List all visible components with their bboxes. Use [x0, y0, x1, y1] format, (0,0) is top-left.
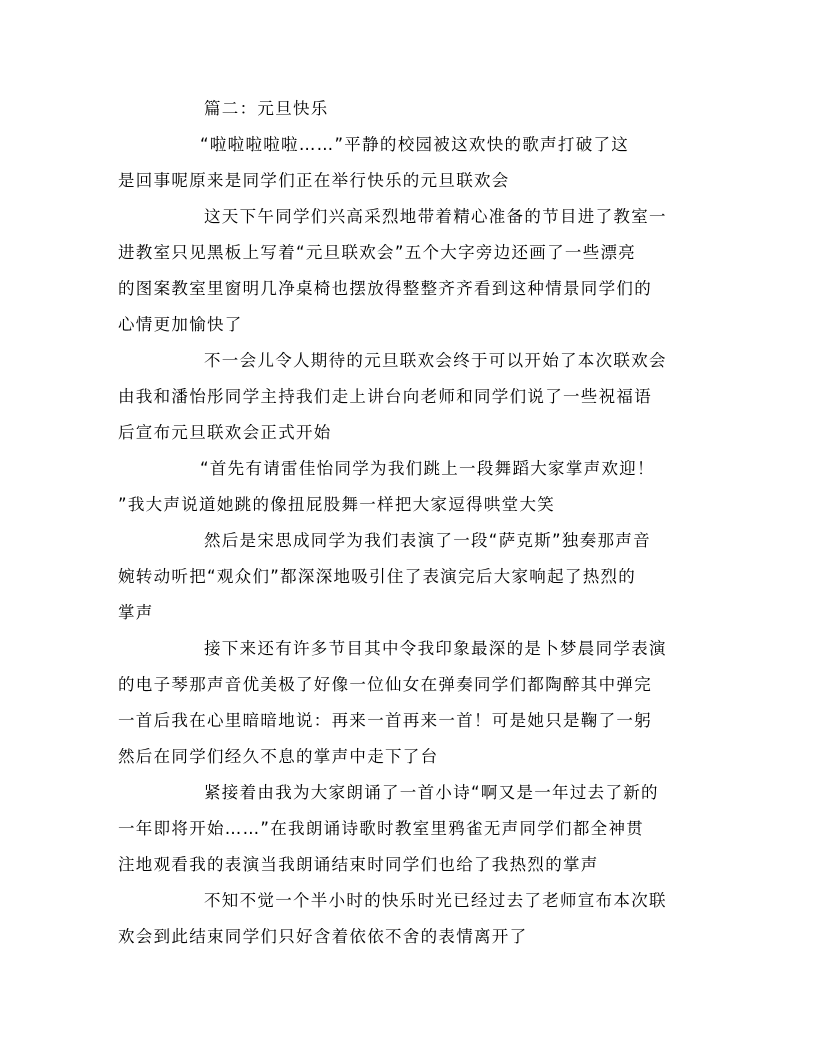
paragraph-line: 接下来还有许多节目其中令我印象最深的是卜梦晨同学表演: [204, 639, 667, 658]
paragraph-line: 后宣布元旦联欢会正式开始: [118, 423, 332, 442]
paragraph-line: “首先有请雷佳怡同学为我们跳上一段舞蹈大家掌声欢迎！: [200, 459, 655, 478]
paragraph-line: 不一会儿令人期待的元旦联欢会终于可以开始了本次联欢会: [204, 351, 667, 370]
paragraph-line: 一首后我在心里暗暗地说：再来一首再来一首！可是她只是鞠了一躬: [118, 711, 652, 730]
document-title: 篇二：元旦快乐: [204, 99, 329, 118]
paragraph-line: 的电子琴那声音优美极了好像一位仙女在弹奏同学们都陶醉其中弹完: [118, 675, 652, 694]
paragraph-line: 然后是宋思成同学为我们表演了一段“萨克斯”独奏那声音: [204, 531, 651, 550]
paragraph-line: “啦啦啦啦啦……”平静的校园被这欢快的歌声打破了这: [200, 135, 630, 154]
paragraph-line: 注地观看我的表演当我朗诵结束时同学们也给了我热烈的掌声: [118, 855, 599, 874]
paragraph-line: 婉转动听把“观众们”都深深地吸引住了表演完后大家响起了热烈的: [118, 567, 637, 586]
paragraph-line: 掌声: [118, 603, 154, 622]
paragraph-line: 的图案教室里窗明几净桌椅也摆放得整整齐齐看到这种情景同学们的: [118, 279, 652, 298]
paragraph-line: 一年即将开始……”在我朗诵诗歌时教室里鸦雀无声同学们都全神贯: [118, 819, 645, 838]
paragraph-line: 是回事呢原来是同学们正在举行快乐的元旦联欢会: [118, 171, 510, 190]
paragraph-line: 欢会到此结束同学们只好含着依依不舍的表情离开了: [118, 927, 528, 946]
paragraph-line: 由我和潘怡彤同学主持我们走上讲台向老师和同学们说了一些祝福语: [118, 387, 652, 406]
paragraph-line: 心情更加愉快了: [118, 315, 243, 334]
paragraph-line: ”我大声说道她跳的像扭屁股舞一样把大家逗得哄堂大笑: [118, 495, 556, 514]
paragraph-line: 紧接着由我为大家朗诵了一首小诗“啊又是一年过去了新的: [204, 783, 659, 802]
paragraph-line: 不知不觉一个半小时的快乐时光已经过去了老师宣布本次联: [204, 891, 667, 910]
paragraph-line: 然后在同学们经久不息的掌声中走下了台: [118, 747, 439, 766]
paragraph-line: 进教室只见黑板上写着“元旦联欢会”五个大字旁边还画了一些漂亮: [118, 243, 637, 262]
paragraph-line: 这天下午同学们兴高采烈地带着精心准备的节目进了教室一: [204, 207, 667, 226]
